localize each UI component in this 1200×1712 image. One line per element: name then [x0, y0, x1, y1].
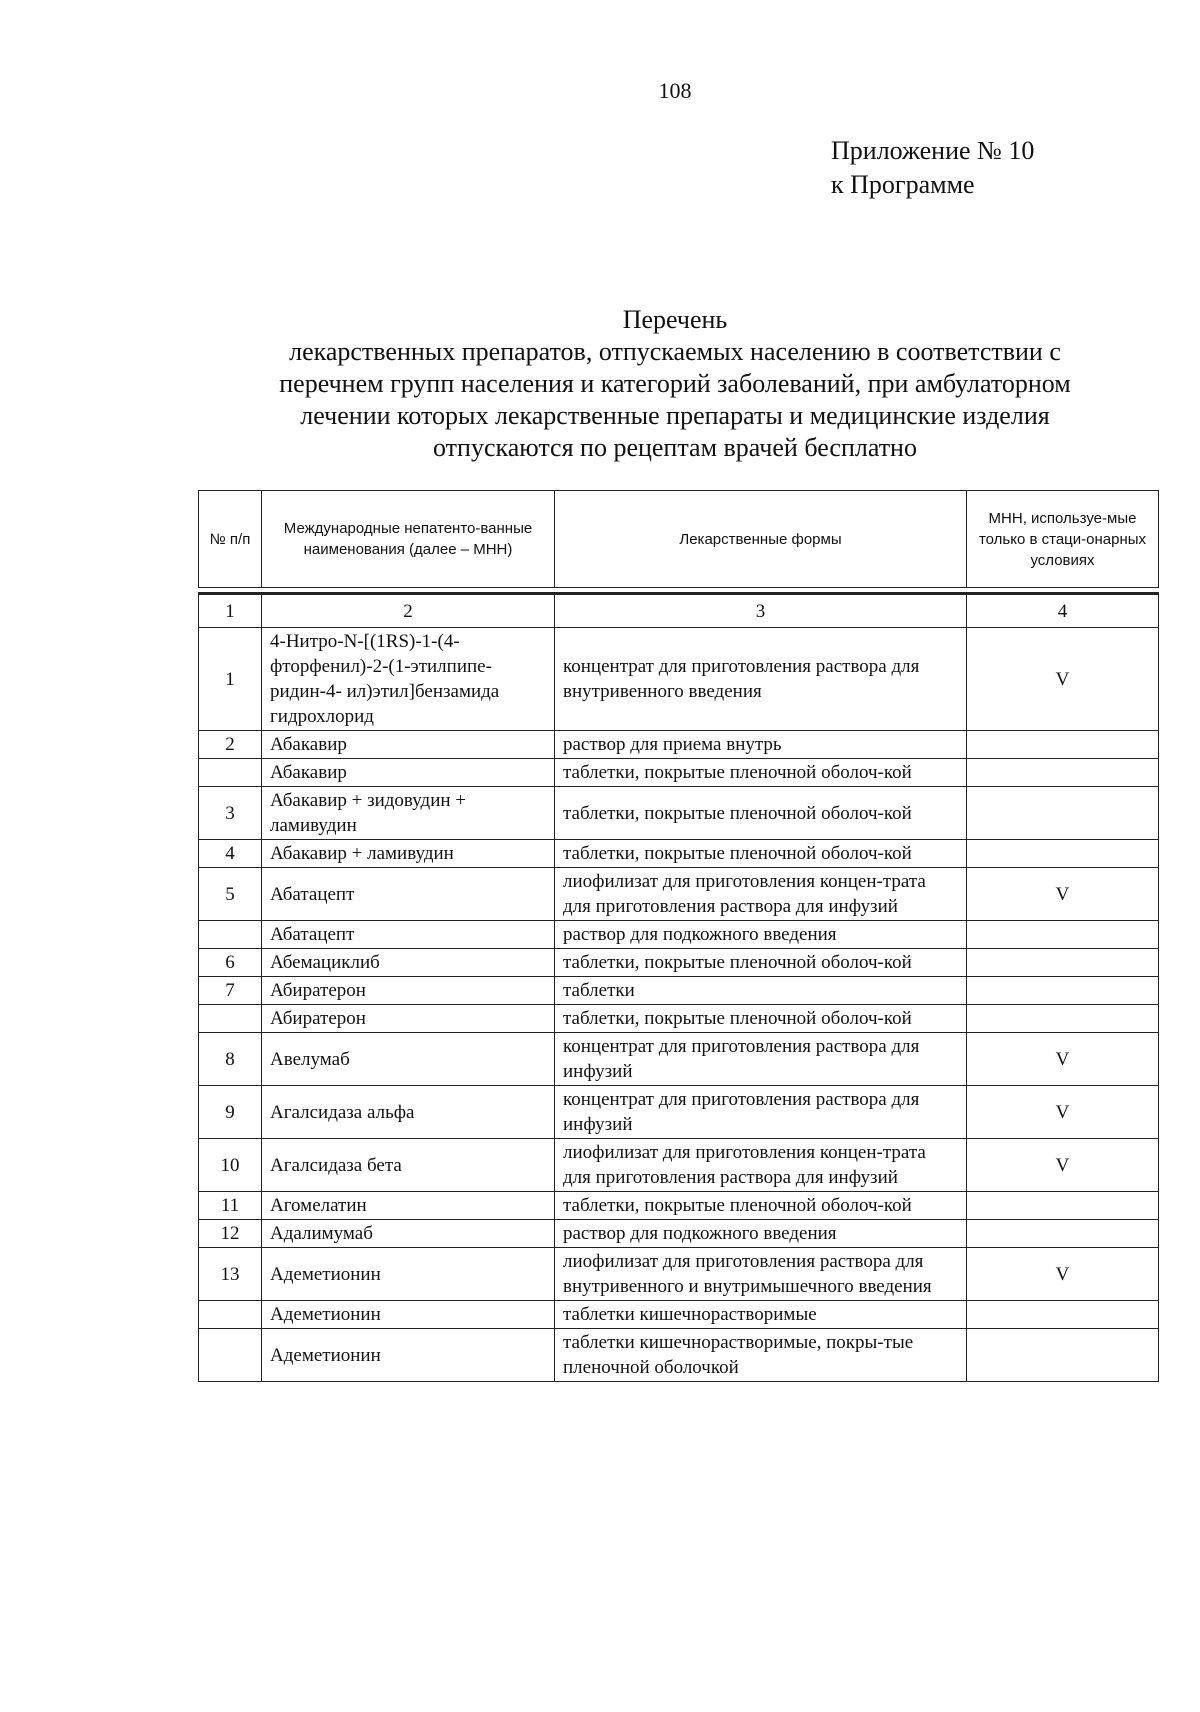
title-line-2: лекарственных препаратов, отпускаемых населению в соответствии с [289, 337, 1061, 366]
title-line-5: отпускаются по рецептам врачей бесплатно [433, 433, 917, 462]
drug-name: Агалсидаза бета [262, 1139, 555, 1192]
column-number-row [199, 594, 1159, 628]
table-row [199, 868, 1159, 921]
dosage-form: лиофилизат для приготовления раствора для внутривенного и внутримышечного введения [555, 1248, 967, 1301]
dosage-form: раствор для подкожного введения [555, 921, 967, 949]
table-row [199, 1192, 1159, 1220]
drug-name: Абемациклиб [262, 949, 555, 977]
drug-name: Абиратерон [262, 1005, 555, 1033]
column-number: 2 [262, 594, 555, 628]
table-row [199, 921, 1159, 949]
inpatient-mark [967, 1329, 1159, 1382]
header-inpatient-only: МНН, используе-мые только в стаци-онарных условиях [967, 491, 1159, 588]
inpatient-mark [967, 787, 1159, 840]
row-number: 8 [199, 1033, 262, 1086]
title-line-1: Перечень [622, 305, 728, 334]
dosage-form: таблетки кишечнорастворимые, покры-тые пленочной оболочкой [555, 1329, 967, 1382]
inpatient-mark [967, 840, 1159, 868]
table-row [199, 1248, 1159, 1301]
inpatient-mark [967, 759, 1159, 787]
inpatient-mark [967, 949, 1159, 977]
inpatient-mark: V [967, 1248, 1159, 1301]
row-number [199, 1005, 262, 1033]
table-row [199, 1220, 1159, 1248]
title-line-4: лечении которых лекарственные препараты и медицинские изделия [300, 401, 1050, 430]
inpatient-mark [967, 1220, 1159, 1248]
row-number: 6 [199, 949, 262, 977]
table-row [199, 949, 1159, 977]
dosage-form: раствор для приема внутрь [555, 731, 967, 759]
drug-name: Абакавир [262, 759, 555, 787]
column-number: 4 [967, 594, 1159, 628]
drug-name: Адеметионин [262, 1329, 555, 1382]
dosage-form: таблетки, покрытые пленочной оболоч-кой [555, 787, 967, 840]
inpatient-mark [967, 921, 1159, 949]
table-row [199, 628, 1159, 731]
dosage-form: таблетки, покрытые пленочной оболоч-кой [555, 1005, 967, 1033]
header-inn: Международные непатенто-ванные наименования (далее – МНН) [262, 491, 555, 588]
row-number [199, 759, 262, 787]
table-row [199, 759, 1159, 787]
table-row [199, 787, 1159, 840]
drug-name: Абатацепт [262, 921, 555, 949]
dosage-form: таблетки кишечнорастворимые [555, 1301, 967, 1329]
dosage-form: таблетки, покрытые пленочной оболоч-кой [555, 840, 967, 868]
appendix-line-2: к Программе [831, 170, 975, 199]
page-number: 108 [658, 78, 692, 103]
inpatient-mark: V [967, 1139, 1159, 1192]
row-number: 13 [199, 1248, 262, 1301]
dosage-form: раствор для подкожного введения [555, 1220, 967, 1248]
table-body [199, 628, 1159, 1382]
drug-list-table [198, 490, 1158, 1382]
inpatient-mark: V [967, 1033, 1159, 1086]
row-number [199, 921, 262, 949]
column-number: 1 [199, 594, 262, 628]
drug-name: Абиратерон [262, 977, 555, 1005]
row-number: 9 [199, 1086, 262, 1139]
row-number: 5 [199, 868, 262, 921]
drug-name: Абакавир + зидовудин + ламивудин [262, 787, 555, 840]
dosage-form: таблетки [555, 977, 967, 1005]
drug-name: Адеметионин [262, 1248, 555, 1301]
drug-name: Агалсидаза альфа [262, 1086, 555, 1139]
dosage-form: таблетки, покрытые пленочной оболоч-кой [555, 759, 967, 787]
row-number [199, 1329, 262, 1382]
row-number: 1 [199, 628, 262, 731]
table-header-row [199, 491, 1159, 588]
dosage-form: лиофилизат для приготовления концен-трата для приготовления раствора для инфузий [555, 1139, 967, 1192]
drug-name: Агомелатин [262, 1192, 555, 1220]
row-number: 7 [199, 977, 262, 1005]
table-row [199, 1086, 1159, 1139]
dosage-form: концентрат для приготовления раствора для инфузий [555, 1086, 967, 1139]
inpatient-mark [967, 1301, 1159, 1329]
table-row [199, 977, 1159, 1005]
row-number: 3 [199, 787, 262, 840]
table-row [199, 840, 1159, 868]
row-number: 2 [199, 731, 262, 759]
drug-name: 4-Нитро-N-[(1RS)-1-(4-фторфенил)-2-(1-этилпипе-ридин-4- ил)этил]бензамида гидрохлорид [262, 628, 555, 731]
inpatient-mark [967, 731, 1159, 759]
title-line-3: перечнем групп населения и категорий заболеваний, при амбулаторном [279, 369, 1071, 398]
appendix-line-1: Приложение № 10 [831, 136, 1035, 165]
row-number: 12 [199, 1220, 262, 1248]
table-row [199, 1139, 1159, 1192]
header-number: № п/п [199, 491, 262, 588]
inpatient-mark [967, 1192, 1159, 1220]
table-row [199, 731, 1159, 759]
drug-name: Абакавир + ламивудин [262, 840, 555, 868]
drug-name: Адалимумаб [262, 1220, 555, 1248]
dosage-form: лиофилизат для приготовления концен-трата для приготовления раствора для инфузий [555, 868, 967, 921]
row-number: 11 [199, 1192, 262, 1220]
drug-name: Адеметионин [262, 1301, 555, 1329]
inpatient-mark: V [967, 868, 1159, 921]
dosage-form: концентрат для приготовления раствора для инфузий [555, 1033, 967, 1086]
document-title [200, 304, 1150, 464]
dosage-form: таблетки, покрытые пленочной оболоч-кой [555, 1192, 967, 1220]
inpatient-mark [967, 1005, 1159, 1033]
appendix-label [831, 134, 1034, 202]
row-number [199, 1301, 262, 1329]
table-row [199, 1329, 1159, 1382]
drug-name: Авелумаб [262, 1033, 555, 1086]
row-number: 10 [199, 1139, 262, 1192]
dosage-form: концентрат для приготовления раствора для внутривенного введения [555, 628, 967, 731]
drug-name: Абакавир [262, 731, 555, 759]
drug-name: Абатацепт [262, 868, 555, 921]
dosage-form: таблетки, покрытые пленочной оболоч-кой [555, 949, 967, 977]
row-number: 4 [199, 840, 262, 868]
table-row [199, 1301, 1159, 1329]
inpatient-mark [967, 977, 1159, 1005]
inpatient-mark: V [967, 628, 1159, 731]
header-dosage-forms: Лекарственные формы [555, 491, 967, 588]
inpatient-mark: V [967, 1086, 1159, 1139]
table-row [199, 1033, 1159, 1086]
column-number: 3 [555, 594, 967, 628]
table-row [199, 1005, 1159, 1033]
